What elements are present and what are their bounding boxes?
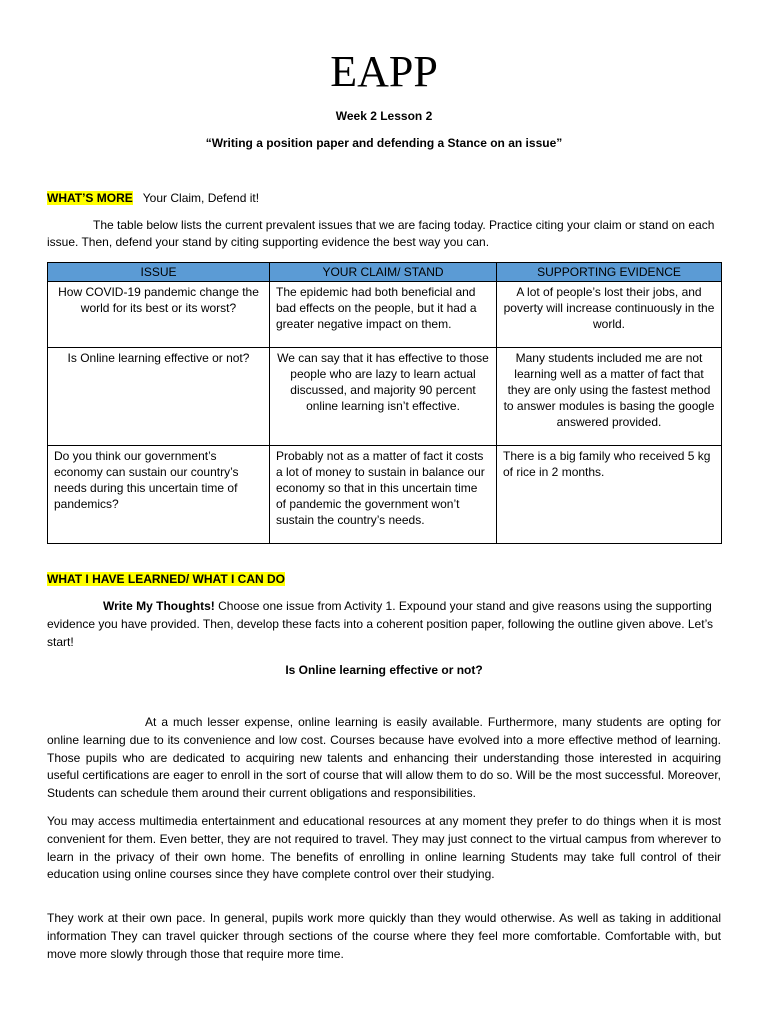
document-title: EAPP bbox=[330, 47, 438, 96]
evidence-cell: There is a big family who received 5 kg of rice in 2 months. bbox=[497, 446, 722, 544]
issue-cell: Is Online learning effective or not? bbox=[48, 348, 270, 446]
learned-heading bbox=[47, 571, 285, 587]
essay-title: Is Online learning effective or not? bbox=[285, 663, 483, 677]
write-thoughts-paragraph bbox=[47, 597, 721, 651]
whats-more-tagline: Your Claim, Defend it! bbox=[142, 191, 260, 205]
claim-cell: We can say that it has effective to those people who are lazy to learn actual discussed, and majority 90 percent online learning isn’t effective. bbox=[270, 348, 497, 446]
table-row bbox=[48, 446, 722, 544]
issue-cell: Do you think our government’s economy can sustain our country’s needs during this uncertain time of pandemics? bbox=[48, 446, 270, 544]
claim-cell: The epidemic had both beneficial and bad effects on the people, but it had a greater negative impact on them. bbox=[270, 282, 497, 348]
intro-paragraph: The table below lists the current prevalent issues that we are facing today. Practice citing your claim or stand on each issue. Then, defend your stand by citing supporting evidence the best way you can. bbox=[47, 218, 715, 249]
evidence-cell: A lot of people’s lost their jobs, and poverty will increase continuously in the world. bbox=[497, 282, 722, 348]
essay-paragraph: They work at their own pace. In general, pupils work more quickly than they would otherwise. As well as taking in additional information They can travel quicker through sections of the course where they feel more comfortable. Comfortable with, but move more slowly through those that require more time. bbox=[47, 911, 721, 961]
write-thoughts-lead: Write My Thoughts! bbox=[103, 599, 215, 613]
table-row bbox=[48, 282, 722, 348]
table-header-row bbox=[48, 263, 722, 282]
table-row bbox=[48, 348, 722, 446]
learned-label: WHAT I HAVE LEARNED/ WHAT I CAN DO bbox=[47, 572, 285, 586]
whats-more-heading bbox=[47, 190, 259, 206]
column-header-claim: YOUR CLAIM/ STAND bbox=[270, 263, 497, 282]
lesson-subtitle: “Writing a position paper and defending a Stance on an issue” bbox=[205, 136, 563, 150]
week-lesson-label: Week 2 Lesson 2 bbox=[335, 109, 433, 123]
column-header-issue: ISSUE bbox=[48, 263, 270, 282]
issues-table bbox=[47, 262, 722, 544]
issue-cell: How COVID-19 pandemic change the world for its best or its worst? bbox=[48, 282, 270, 348]
write-thoughts-body: Choose one issue from Activity 1. Expound your stand and give reasons using the supporting evidence you have provided. Then, develop these facts into a coherent position paper, following the outline given above. Let’s start! bbox=[47, 599, 714, 649]
evidence-cell: Many students included me are not learning well as a matter of fact that they are only using the fastest method to answer modules is basing the google answered provided. bbox=[497, 348, 722, 446]
claim-cell: Probably not as a matter of fact it costs a lot of money to sustain in balance our economy so that in this uncertain time of pandemic the government won’t sustain the country’s needs. bbox=[270, 446, 497, 544]
whats-more-label: WHAT’S MORE bbox=[47, 191, 133, 205]
essay-paragraph: You may access multimedia entertainment and educational resources at any moment they prefer to do things when it is most convenient for them. Even better, they are not required to travel. They may just connect to the virtual campus from wherever to learn in the privacy of their own home. The benefits of enrolling in online learning Students may take full control of their education using online courses since they have complete control over their studying. bbox=[47, 814, 721, 882]
essay-paragraph: At a much lesser expense, online learning is easily available. Furthermore, many students are opting for online learning due to its convenience and low cost. Courses because have evolved into a more effective method of learning. Those pupils who are dedicated to acquiring new talents and enhancing their understanding those interested in acquiring useful certifications are eager to enroll in the sort of course that will allow them to do so. Will be the most successful. Moreover, Students can schedule them around their current obligations and responsibilities. bbox=[47, 715, 721, 801]
column-header-evidence: SUPPORTING EVIDENCE bbox=[497, 263, 722, 282]
